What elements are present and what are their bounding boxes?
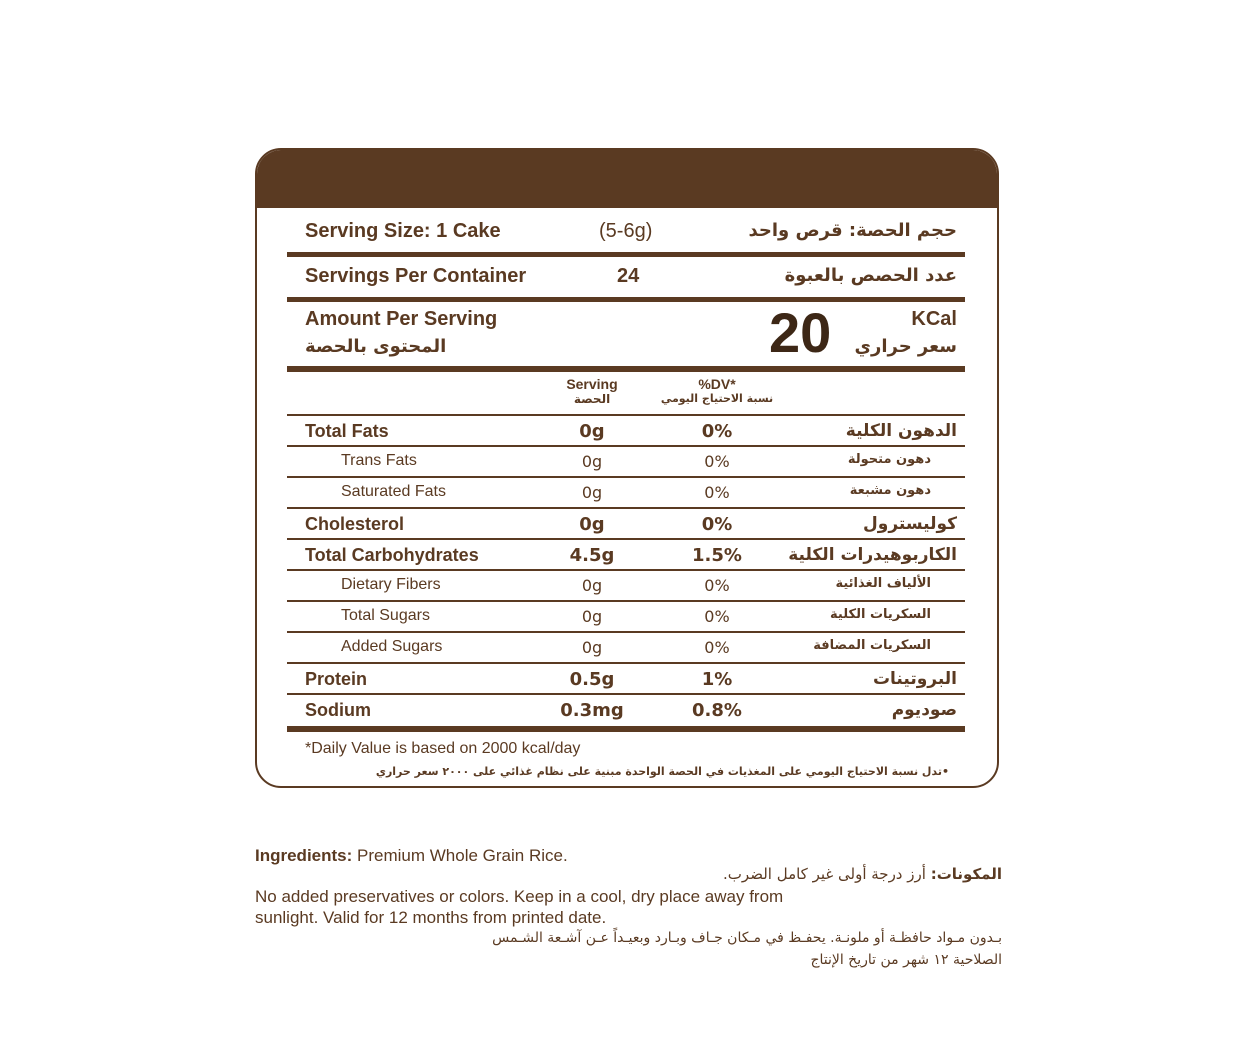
dv-column-header — [647, 376, 787, 405]
nutrient-name-ar: الكاربوهيدرات الكلية — [788, 545, 957, 565]
storage-en-line2: sunlight. Valid for 12 months from printed date. — [255, 908, 607, 927]
nutrient-name-ar: الألياف الغذائية — [835, 576, 931, 591]
serving-size-weight: (5-6g) — [599, 220, 653, 242]
calories-unit-en: KCal — [911, 308, 957, 330]
servings-per-container-en: Servings Per Container — [305, 265, 527, 287]
divider-thick — [287, 297, 965, 302]
nutrient-amount: 0g — [581, 607, 603, 626]
amount-per-serving-ar: المحتوى بالحصة — [305, 336, 447, 357]
serving-size-row — [287, 218, 965, 252]
ingredients-ar — [723, 865, 1002, 883]
nutrient-amount: 0g — [581, 638, 603, 657]
nutrient-row — [287, 447, 965, 477]
nutrient-dv: 0% — [704, 607, 730, 626]
serving-size-ar: حجم الحصة: قرص واحد — [748, 220, 957, 241]
footnote-en: *Daily Value is based on 2000 kcal/day — [305, 740, 581, 757]
nutrient-name-en: Total Fats — [305, 421, 389, 441]
nutrient-row — [287, 602, 965, 632]
nutrient-row — [287, 664, 965, 694]
nutrient-row — [287, 540, 965, 570]
footnote-ar: •تدل نسبة الاحتياج اليومي على المغذيات في الحصة الواحدة مبنية على نظام غذائي على ٢٠٠٠ سعر حراري — [375, 765, 949, 778]
nutrient-name-en: Sodium — [305, 700, 371, 720]
nutrient-name-en: Total Sugars — [341, 607, 430, 624]
nutrient-row — [287, 509, 965, 539]
storage-ar-line2: الصلاحية ١٢ شهر من تاريخ الإنتاج — [810, 952, 1002, 968]
nutrient-dv: 0% — [701, 421, 733, 442]
column-header-row — [287, 374, 965, 414]
ingredients-label-en: Ingredients: — [255, 846, 353, 865]
storage-ar-line1: بـدون مـواد حافظـة أو ملونـة. يحفـظ في مـكان جـاف وبـارد وبعيـداً عـن آشـعة الشـمس — [492, 930, 1002, 946]
serving-header-ar: الحصة — [573, 392, 611, 406]
nutrient-amount: 0.3mg — [560, 700, 624, 721]
servings-per-container-value: 24 — [617, 265, 640, 287]
nutrient-dv: 1% — [701, 669, 733, 690]
amount-per-serving-en: Amount Per Serving — [305, 308, 498, 330]
nutrient-row — [287, 478, 965, 508]
nutrient-name-en: Added Sugars — [341, 638, 443, 655]
dv-header-en: %DV* — [698, 376, 736, 392]
calories-unit-ar: سعر حراري — [854, 336, 957, 357]
serving-header-en: Serving — [566, 376, 618, 392]
nutrient-dv: 0% — [704, 638, 730, 657]
dv-header-ar: نسبة الاحتياج اليومي — [660, 392, 774, 405]
nutrient-row — [287, 571, 965, 601]
ingredients-en — [255, 846, 568, 866]
amount-per-serving-row — [287, 301, 965, 366]
nutrient-row — [287, 416, 965, 446]
nutrient-amount: 0g — [581, 483, 603, 502]
nutrient-dv: 0% — [704, 452, 730, 471]
nutrient-name-ar: كوليسترول — [863, 514, 957, 534]
nutrient-name-ar: السكريات المضافة — [813, 638, 931, 653]
ingredients-text-ar: أرز درجة أولى غير كامل الضرب. — [723, 865, 926, 883]
nutrient-name-en: Dietary Fibers — [341, 576, 441, 593]
nutrient-dv: 0% — [704, 576, 730, 595]
ingredients-text-en: Premium Whole Grain Rice. — [357, 846, 568, 865]
nutrient-amount: 0.5g — [569, 669, 615, 690]
nutrient-dv: 0.8% — [692, 700, 742, 721]
nutrient-row — [287, 695, 965, 725]
nutrient-name-ar: السكريات الكلية — [830, 607, 931, 622]
servings-per-container-row — [287, 263, 965, 297]
ingredients-label-ar: المكونات: — [930, 865, 1002, 883]
nutrient-dv: 1.5% — [692, 545, 742, 566]
nutrient-amount: 0g — [579, 514, 605, 535]
divider-thick — [287, 252, 965, 257]
label-header-bar — [257, 150, 997, 208]
nutrient-name-ar: دهون متحولة — [847, 452, 931, 467]
nutrient-name-en: Trans Fats — [341, 452, 417, 469]
nutrition-facts-label — [255, 148, 999, 788]
nutrient-name-en: Protein — [305, 669, 368, 689]
nutrient-amount: 0g — [581, 576, 603, 595]
nutrient-name-ar: صوديوم — [891, 700, 957, 720]
divider-thick — [287, 726, 965, 732]
nutrient-name-ar: الدهون الكلية — [845, 421, 957, 441]
divider-thick — [287, 366, 965, 372]
storage-en-line1: No added preservatives or colors. Keep in a cool, dry place away from — [255, 887, 784, 906]
nutrient-dv: 0% — [701, 514, 733, 535]
calories-value: 20 — [769, 301, 832, 364]
nutrient-dv: 0% — [704, 483, 730, 502]
servings-per-container-ar: عدد الحصص بالعبوة — [784, 265, 957, 286]
nutrient-amount: 0g — [581, 452, 603, 471]
nutrient-name-en: Cholesterol — [305, 514, 405, 534]
nutrient-name-ar: دهون مشبعة — [849, 483, 931, 498]
nutrient-amount: 4.5g — [569, 545, 615, 566]
nutrient-row — [287, 633, 965, 663]
nutrient-name-en: Total Carbohydrates — [305, 545, 479, 565]
serving-size-en: Serving Size: 1 Cake — [305, 220, 501, 242]
serving-column-header — [537, 376, 647, 406]
nutrient-amount: 0g — [579, 421, 605, 442]
nutrient-name-en: Saturated Fats — [341, 483, 446, 500]
nutrient-name-ar: البروتينات — [872, 669, 957, 689]
